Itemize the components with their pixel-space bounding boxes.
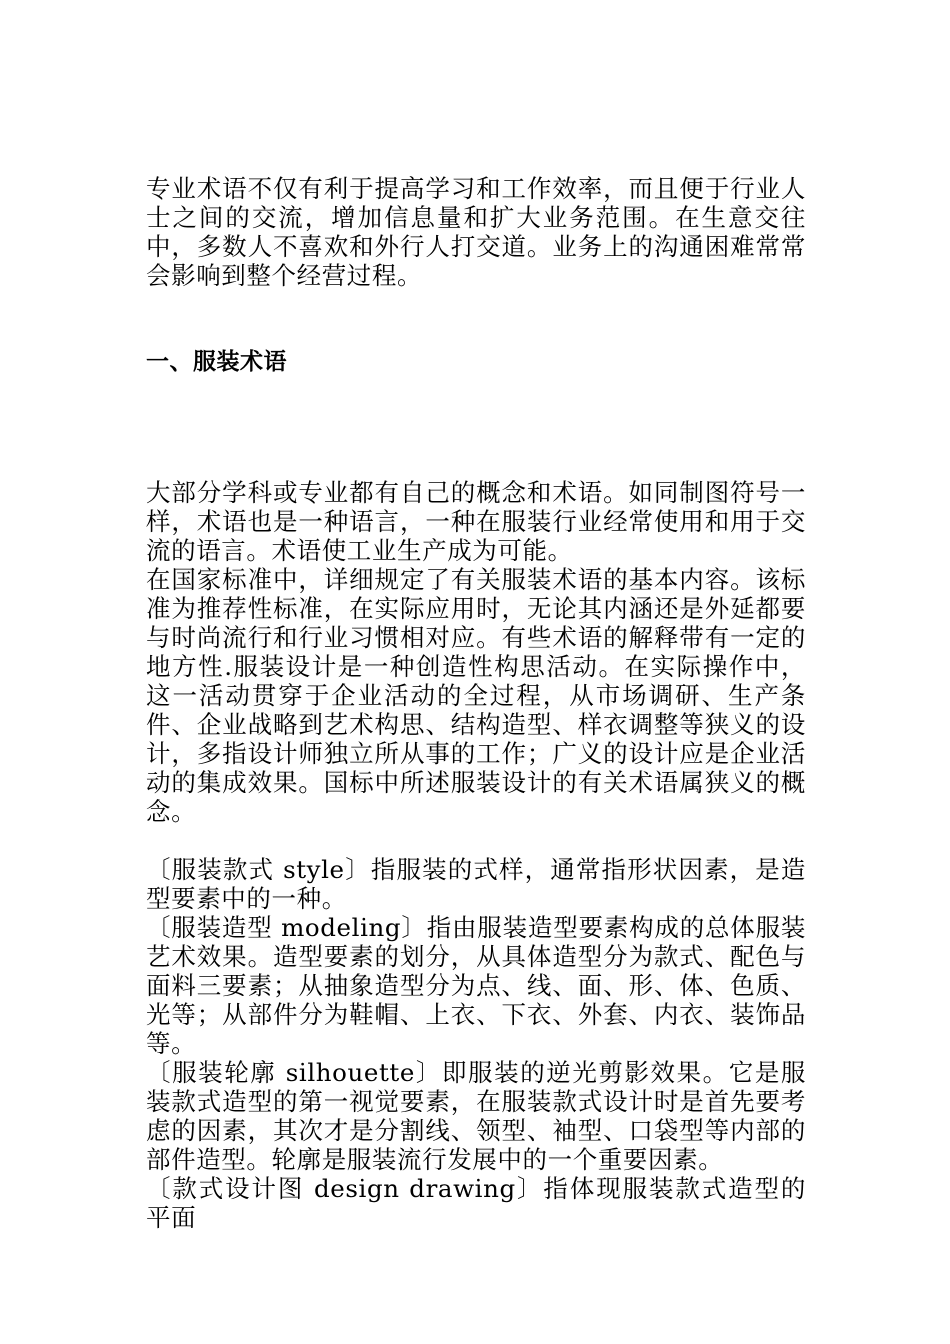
term-silhouette: 〔服装轮廓 silhouette〕即服装的逆光剪影效果。它是服装款式造型的第一视觉要素，在服装款式设计时是首先要考虑的因素，其次才是分割线、领型、袖型、口袋型等内部的部件造型。轮廓是服装流行发展中的一个重要因素。: [146, 1058, 806, 1174]
term-modeling: 〔服装造型 modeling〕指由服装造型要素构成的总体服装艺术效果。造型要素的划分，从具体造型分为款式、配色与面料三要素；从抽象造型分为点、线、面、形、体、色质、光等；从部件分为鞋帽、上衣、下衣、外套、内衣、装饰品等。: [146, 913, 806, 1058]
spacer: [146, 377, 806, 478]
spacer: [146, 826, 806, 855]
section-heading: 一、服装术语: [146, 349, 287, 375]
body-paragraph-national-standard: 在国家标准中，详细规定了有关服装术语的基本内容。该标准为推荐性标准，在实际应用时，无论其内涵还是外延都要与时尚流行和行业习惯相对应。有些术语的解释带有一定的地方性.服装设计是一种创造性构思活动。在实际操作中，这一活动贯穿于企业活动的全过程，从市场调研、生产条件、企业战略到艺术构思、结构造型、样衣调整等狭义的设计，多指设计师独立所从事的工作；广义的设计应是企业活动的集成效果。国标中所述服装设计的有关术语属狭义的概念。: [146, 565, 806, 826]
body-paragraph-terminology: 大部分学科或专业都有自己的概念和术语。如同制图符号一样，术语也是一种语言，一种在服装行业经常使用和用于交流的语言。术语使工业生产成为可能。: [146, 478, 806, 565]
document-body: [146, 174, 806, 1232]
term-style: 〔服装款式 style〕指服装的式样，通常指形状因素，是造型要素中的一种。: [146, 855, 806, 913]
term-design-drawing: 〔款式设计图 design drawing〕指体现服装款式造型的平面: [146, 1174, 806, 1232]
intro-paragraph: 专业术语不仅有利于提高学习和工作效率，而且便于行业人士之间的交流，增加信息量和扩大业务范围。在生意交往中，多数人不喜欢和外行人打交道。业务上的沟通困难常常会影响到整个经营过程。: [146, 174, 806, 290]
spacer: [146, 290, 806, 348]
